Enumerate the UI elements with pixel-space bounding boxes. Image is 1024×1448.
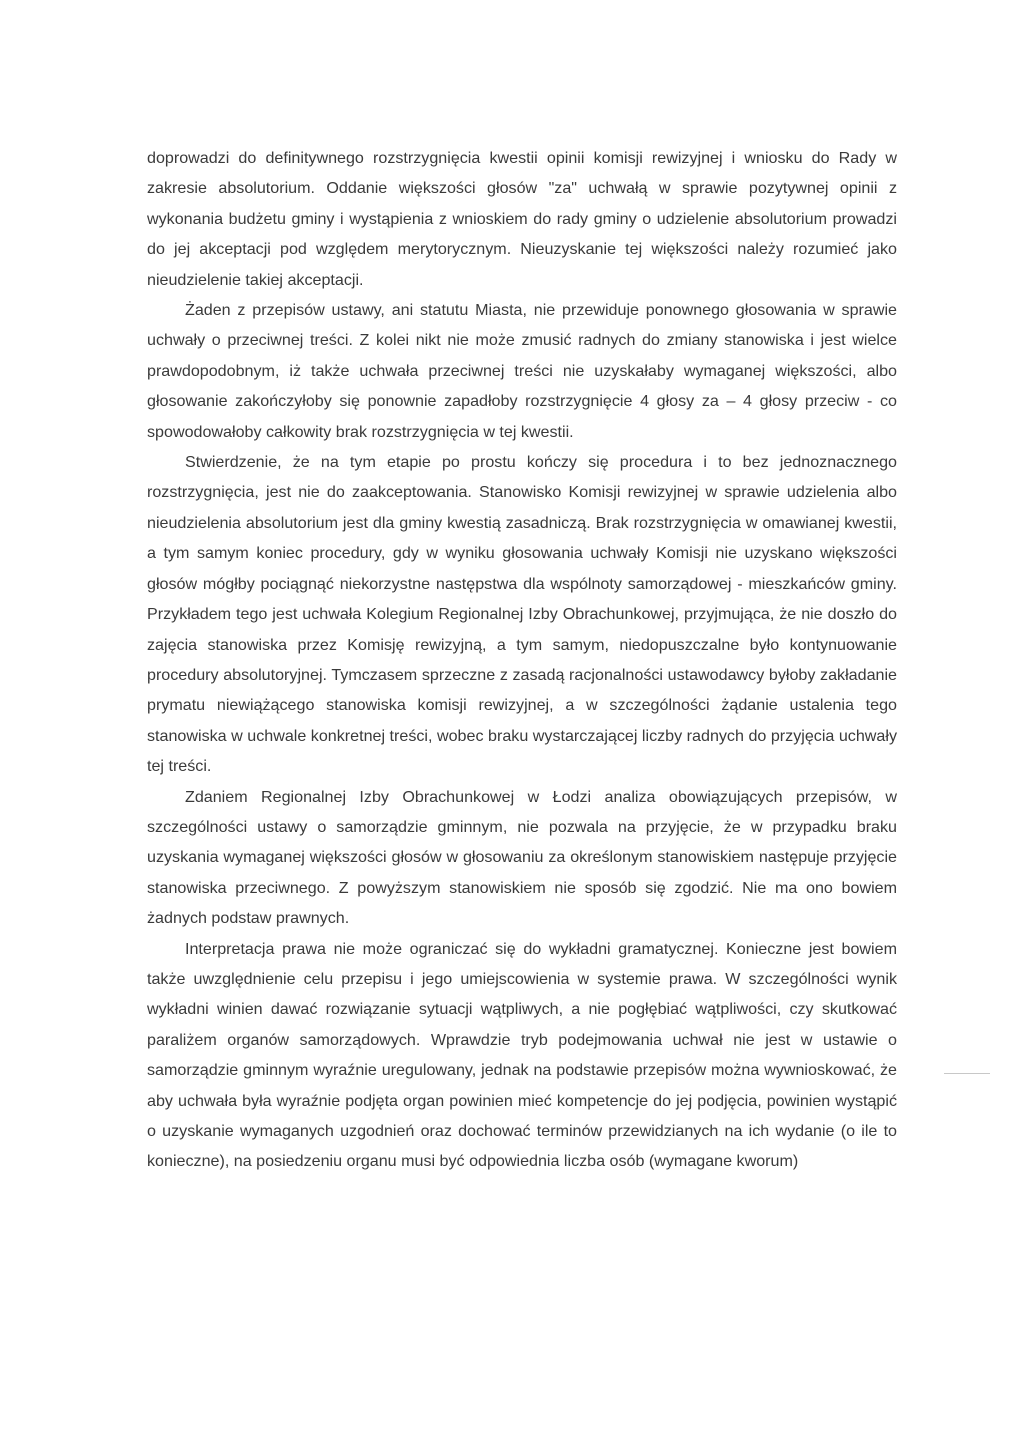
scan-artifact-line [944, 1073, 990, 1074]
paragraph-5: Interpretacja prawa nie może ograniczać się do wykładni gramatycznej. Konieczne jest bowiem także uwzględnienie celu przepisu i jego umiejscowienia w systemie prawa. W szczególności wynik wykładni winien dawać rozwiązanie sytuacji wątpliwych, a nie pogłębiać wątpliwości, czy skutkować paraliżem organów samorządowych. Wprawdzie tryb podejmowania uchwał nie jest w ustawie o samorządzie gminnym wyraźnie uregulowany, jednak na podstawie przepisów można wywnioskować, że aby uchwała była wyraźnie podjęta organ powinien mieć kompetencje do jej podjęcia, powinien wystąpić o uzyskanie wymaganych uzgodnień oraz dochować terminów przewidzianych na ich wydanie (o ile to konieczne), na posiedzeniu organu musi być odpowiednia liczba osób (wymagane kworum) [147, 939, 897, 1171]
document-body [147, 143, 897, 1177]
paragraph-4: Zdaniem Regionalnej Izby Obrachunkowej w Łodzi analiza obowiązujących przepisów, w szczególności ustawy o samorządzie gminnym, nie pozwala na przyjęcie, że w przypadku braku uzyskania wymaganej większości głosów w głosowaniu za określonym stanowiskiem następuje przyjęcie stanowiska przeciwnego. Z powyższym stanowiskiem nie sposób się zgodzić. Nie ma ono bowiem żadnych podstaw prawnych. [147, 787, 897, 928]
paragraph-2: Żaden z przepisów ustawy, ani statutu Miasta, nie przewiduje ponownego głosowania w sprawie uchwały o przeciwnej treści. Z kolei nikt nie może zmusić radnych do zmiany stanowiska i jest wielce prawdopodobnym, iż także uchwała przeciwnej treści nie uzyskałaby wymaganej większości, albo głosowanie zakończyłoby się ponownie zapadłoby rozstrzygnięcie 4 głosy za – 4 głosy przeciw - co spowodowałoby całkowity brak rozstrzygnięcia w tej kwestii. [147, 301, 897, 441]
paragraph-1: doprowadzi do definitywnego rozstrzygnięcia kwestii opinii komisji rewizyjnej i wniosku do Rady w zakresie absolutorium. Oddanie większości głosów "za" uchwałą w sprawie pozytywnej opinii z wykonania budżetu gminy i wystąpienia z wnioskiem do rady gminy o udzielenie absolutorium prowadzi do jej akceptacji pod względem merytorycznym. Nieuzyskanie tej większości należy rozumieć jako nieudzielenie takiej akceptacji. [147, 149, 897, 289]
paragraph-3: Stwierdzenie, że na tym etapie po prostu kończy się procedura i to bez jednoznacznego rozstrzygnięcia, jest nie do zaakceptowania. Stanowisko Komisji rewizyjnej w sprawie udzielenia albo nieudzielenia absolutorium jest dla gminy kwestią zasadniczą. Brak rozstrzygnięcia w omawianej kwestii, a tym samym koniec procedury, gdy w wyniku głosowania uchwały Komisji nie uzyskano większości głosów mógłby pociągnąć niekorzystne następstwa dla wspólnoty samorządowej - mieszkańców gminy. Przykładem tego jest uchwała Kolegium Regionalnej Izby Obrachunkowej, przyjmująca, że nie doszło do zajęcia stanowiska przez Komisję rewizyjną, a tym samym, niedopuszczalne było kontynuowanie procedury absolutoryjnej. Tymczasem sprzeczne z zasadą racjonalności ustawodawcy byłoby zakładanie prymatu niewiążącego stanowiska komisji rewizyjnej, a w szczególności żądanie ustalenia tego stanowiska w uchwale konkretnej treści, wobec braku wystarczającej liczby radnych do przyjęcia uchwały tej treści. [147, 453, 897, 776]
